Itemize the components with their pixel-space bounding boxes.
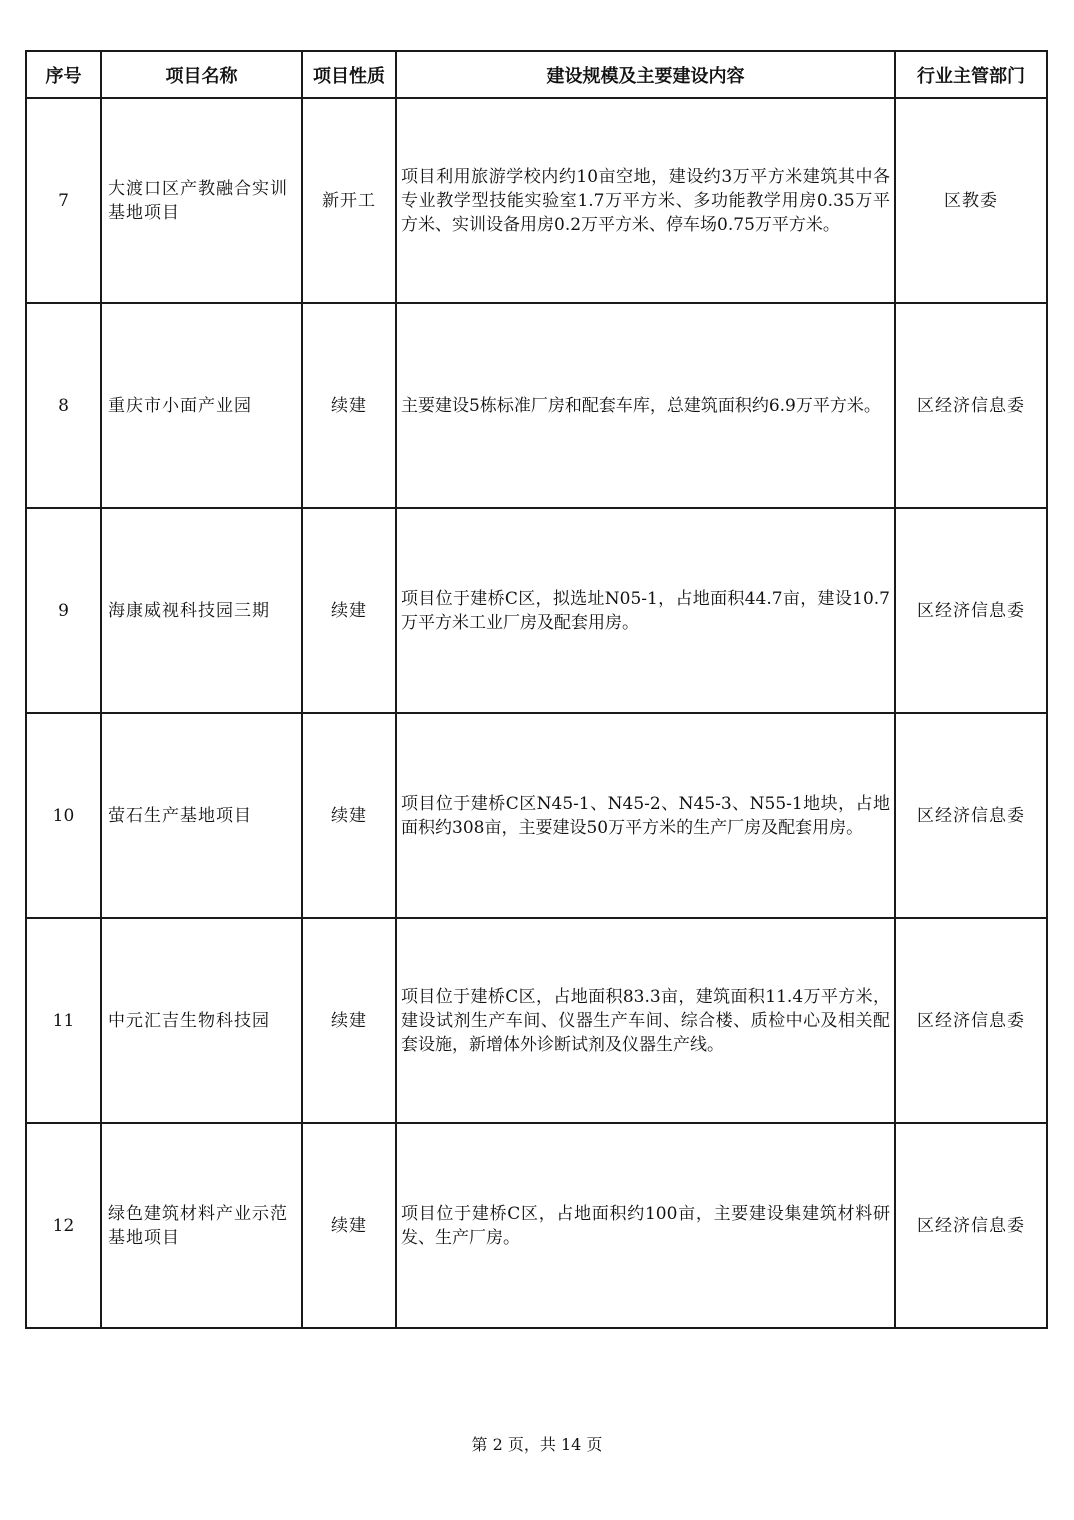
cell-type: 续建	[302, 508, 396, 713]
cell-desc: 主要建设5栋标准厂房和配套车库，总建筑面积约6.9万平方米。	[396, 303, 895, 508]
header-type: 项目性质	[302, 51, 396, 98]
cell-type: 续建	[302, 1123, 396, 1328]
table-row	[26, 713, 1047, 918]
cell-name: 中元汇吉生物科技园	[101, 918, 302, 1123]
cell-no: 10	[26, 713, 101, 918]
cell-type: 续建	[302, 713, 396, 918]
cell-name: 萤石生产基地项目	[101, 713, 302, 918]
table-row	[26, 508, 1047, 713]
cell-type: 续建	[302, 303, 396, 508]
header-no: 序号	[26, 51, 101, 98]
cell-desc: 项目位于建桥C区，占地面积约100亩，主要建设集建筑材料研发、生产厂房。	[396, 1123, 895, 1328]
table-row	[26, 1123, 1047, 1328]
header-dept: 行业主管部门	[895, 51, 1047, 98]
table-row	[26, 918, 1047, 1123]
cell-desc: 项目利用旅游学校内约10亩空地，建设约3万平方米建筑其中各专业教学型技能实验室1.7万平方米、多功能教学用房0.35万平方米、实训设备用房0.2万平方米、停车场0.75万平方米。	[396, 98, 895, 303]
cell-dept: 区经济信息委	[895, 918, 1047, 1123]
page-number-footer: 第 2 页，共 14 页	[471, 1435, 603, 1454]
cell-no: 9	[26, 508, 101, 713]
cell-no: 8	[26, 303, 101, 508]
cell-type: 新开工	[302, 98, 396, 303]
cell-dept: 区经济信息委	[895, 713, 1047, 918]
header-desc: 建设规模及主要建设内容	[396, 51, 895, 98]
cell-no: 12	[26, 1123, 101, 1328]
table-row	[26, 303, 1047, 508]
cell-no: 7	[26, 98, 101, 303]
cell-desc: 项目位于建桥C区，占地面积83.3亩，建筑面积11.4万平方米，建设试剂生产车间、仪器生产车间、综合楼、质检中心及相关配套设施，新增体外诊断试剂及仪器生产线。	[396, 918, 895, 1123]
header-name: 项目名称	[101, 51, 302, 98]
cell-type: 续建	[302, 918, 396, 1123]
table-row	[26, 98, 1047, 303]
cell-dept: 区经济信息委	[895, 508, 1047, 713]
cell-name: 重庆市小面产业园	[101, 303, 302, 508]
cell-name: 大渡口区产教融合实训基地项目	[101, 98, 302, 303]
cell-name: 海康威视科技园三期	[101, 508, 302, 713]
project-table	[25, 50, 1048, 1329]
cell-desc: 项目位于建桥C区N45-1、N45-2、N45-3、N55-1地块，占地面积约308亩，主要建设50万平方米的生产厂房及配套用房。	[396, 713, 895, 918]
table-header-row	[26, 51, 1047, 98]
cell-no: 11	[26, 918, 101, 1123]
cell-dept: 区经济信息委	[895, 303, 1047, 508]
cell-dept: 区经济信息委	[895, 1123, 1047, 1328]
cell-desc: 项目位于建桥C区，拟选址N05-1，占地面积44.7亩，建设10.7万平方米工业厂房及配套用房。	[396, 508, 895, 713]
cell-dept: 区教委	[895, 98, 1047, 303]
cell-name: 绿色建筑材料产业示范基地项目	[101, 1123, 302, 1328]
